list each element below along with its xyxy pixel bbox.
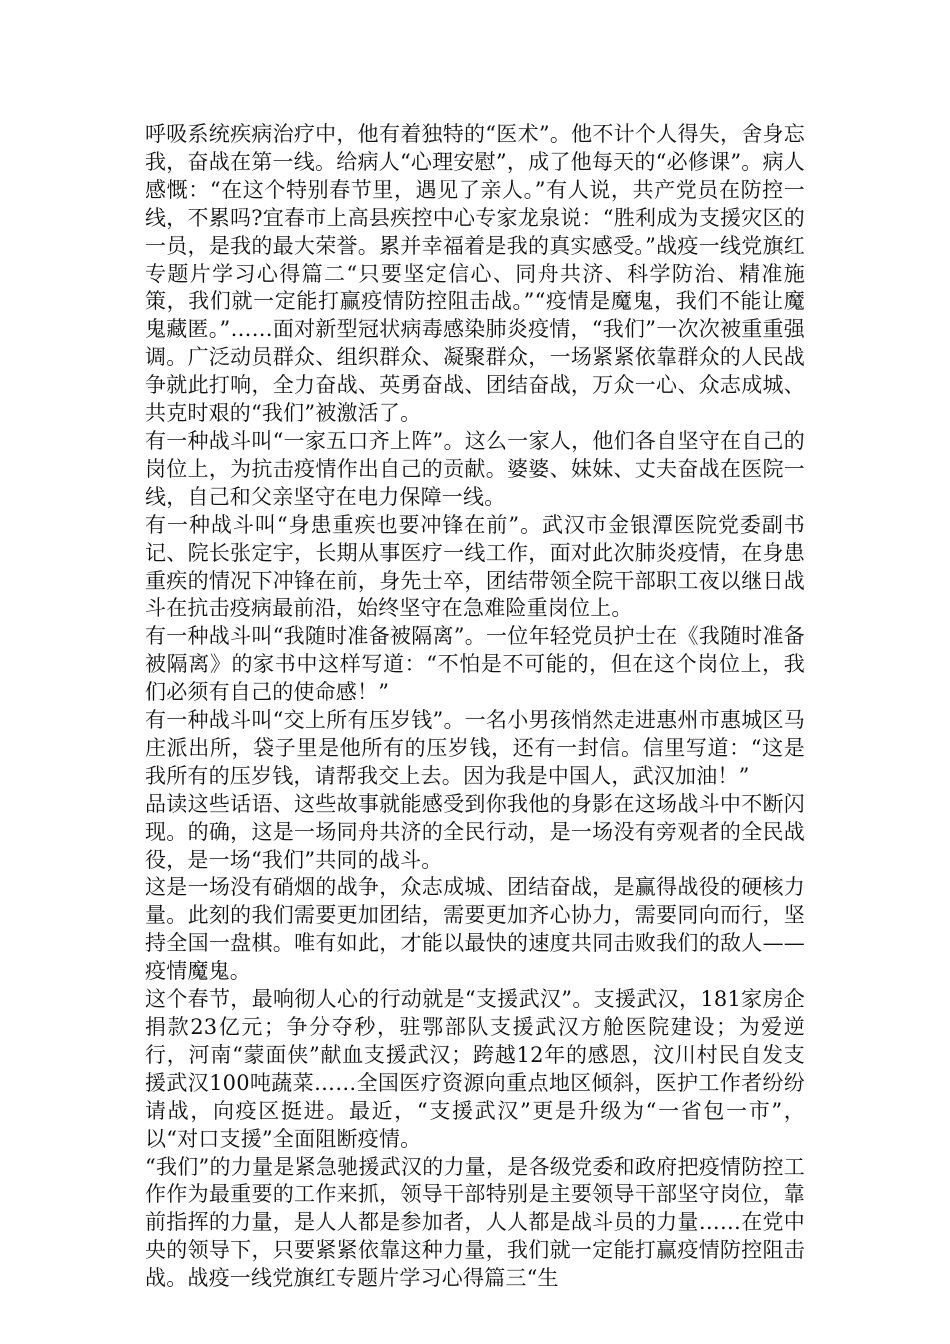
paragraph-7: 这是一场没有硝烟的战争，众志成城、团结奋战，是赢得战役的硬核力量。此刻的我们需要更加团结，需要更加齐心协力，需要同向而行，坚持全国一盘棋。唯有如此，才能以最快的速度共同击败我们的敌人——疫情魔鬼。: [145, 875, 805, 984]
paragraph-1: 呼吸系统疾病治疗中，他有着独特的“医术”。他不计个人得失，舍身忘我，奋战在第一线。给病人“心理安慰”，成了他每天的“必修课”。病人感慨：“在这个特别春节里，遇见了亲人。”有人说，共产党员在防控一线，不累吗?宜春市上高县疾控中心专家龙泉说：“胜利成为支援灾区的一员，是我的最大荣誉。累并幸福着是我的真实感受。”战疫一线党旗红专题片学习心得篇二“只要坚定信心、同舟共济、科学防治、精准施策，我们就一定能打赢疫情防控阻击战。”“疫情是魔鬼，我们不能让魔鬼藏匿。”……面对新型冠状病毒感染肺炎疫情，“我们”一次次被重重强调。广泛动员群众、组织群众、凝聚群众，一场紧紧依靠群众的人民战争就此打响，全力奋战、英勇奋战、团结奋战，万众一心、众志成城、共克时艰的“我们”被激活了。: [145, 122, 805, 426]
paragraph-5: 有一种战斗叫“交上所有压岁钱”。一名小男孩悄然走进惠州市惠城区马庄派出所，袋子里是他所有的压岁钱，还有一封信。信里写道：“这是我所有的压岁钱，请帮我交上去。因为我是中国人，武汉加油！”: [145, 708, 805, 788]
paragraph-8: 这个春节，最响彻人心的行动就是“支援武汉”。支援武汉，181家房企捐款23亿元；争分夺秒，驻鄂部队支援武汉方舱医院建设；为爱逆行，河南“蒙面侠”献血支援武汉；跨越12年的感恩，汶川村民自发支援武汉100吨蔬菜……全国医疗资源向重点地区倾斜，医护工作者纷纷请战，向疫区挺进。最近，“支援武汉”更是升级为“一省包一市”，以“对口支援”全面阻断疫情。: [145, 987, 805, 1151]
paragraph-4: 有一种战斗叫“我随时准备被隔离”。一位年轻党员护士在《我随时准备被隔离》的家书中这样写道：“不怕是不可能的，但在这个岗位上，我们必须有自己的使命感！”: [145, 624, 805, 705]
paragraph-9: “我们”的力量是紧急驰援武汉的力量，是各级党委和政府把疫情防控工作作为最重要的工作来抓，领导干部特别是主要领导干部坚守岗位，靠前指挥的力量，是人人都是参加者，人人都是战斗员的力量……在党中央的领导下，只要紧紧依靠这种力量，我们就一定能打赢疫情防控阻击战。战疫一线党旗红专题片学习心得篇三“生: [145, 1154, 805, 1291]
document-body: [145, 121, 805, 1293]
paragraph-3: 有一种战斗叫“身患重疾也要冲锋在前”。武汉市金银潭医院党委副书记、院长张定宇，长期从事医疗一线工作，面对此次肺炎疫情，在身患重疾的情况下冲锋在前，身先士卒，团结带领全院干部职工夜以继日战斗在抗击疫病最前沿，始终坚守在急难险重岗位上。: [145, 512, 805, 621]
paragraph-2: 有一种战斗叫“一家五口齐上阵”。这么一家人，他们各自坚守在自己的岗位上，为抗击疫情作出自己的贡献。婆婆、妹妹、丈夫奋战在医院一线，自己和父亲坚守在电力保障一线。: [145, 428, 805, 509]
paragraph-6: 品读这些话语、这些故事就能感受到你我他的身影在这场战斗中不断闪现。的确，这是一场同舟共济的全民行动，是一场没有旁观者的全民战役，是一场“我们”共同的战斗。: [145, 791, 805, 872]
